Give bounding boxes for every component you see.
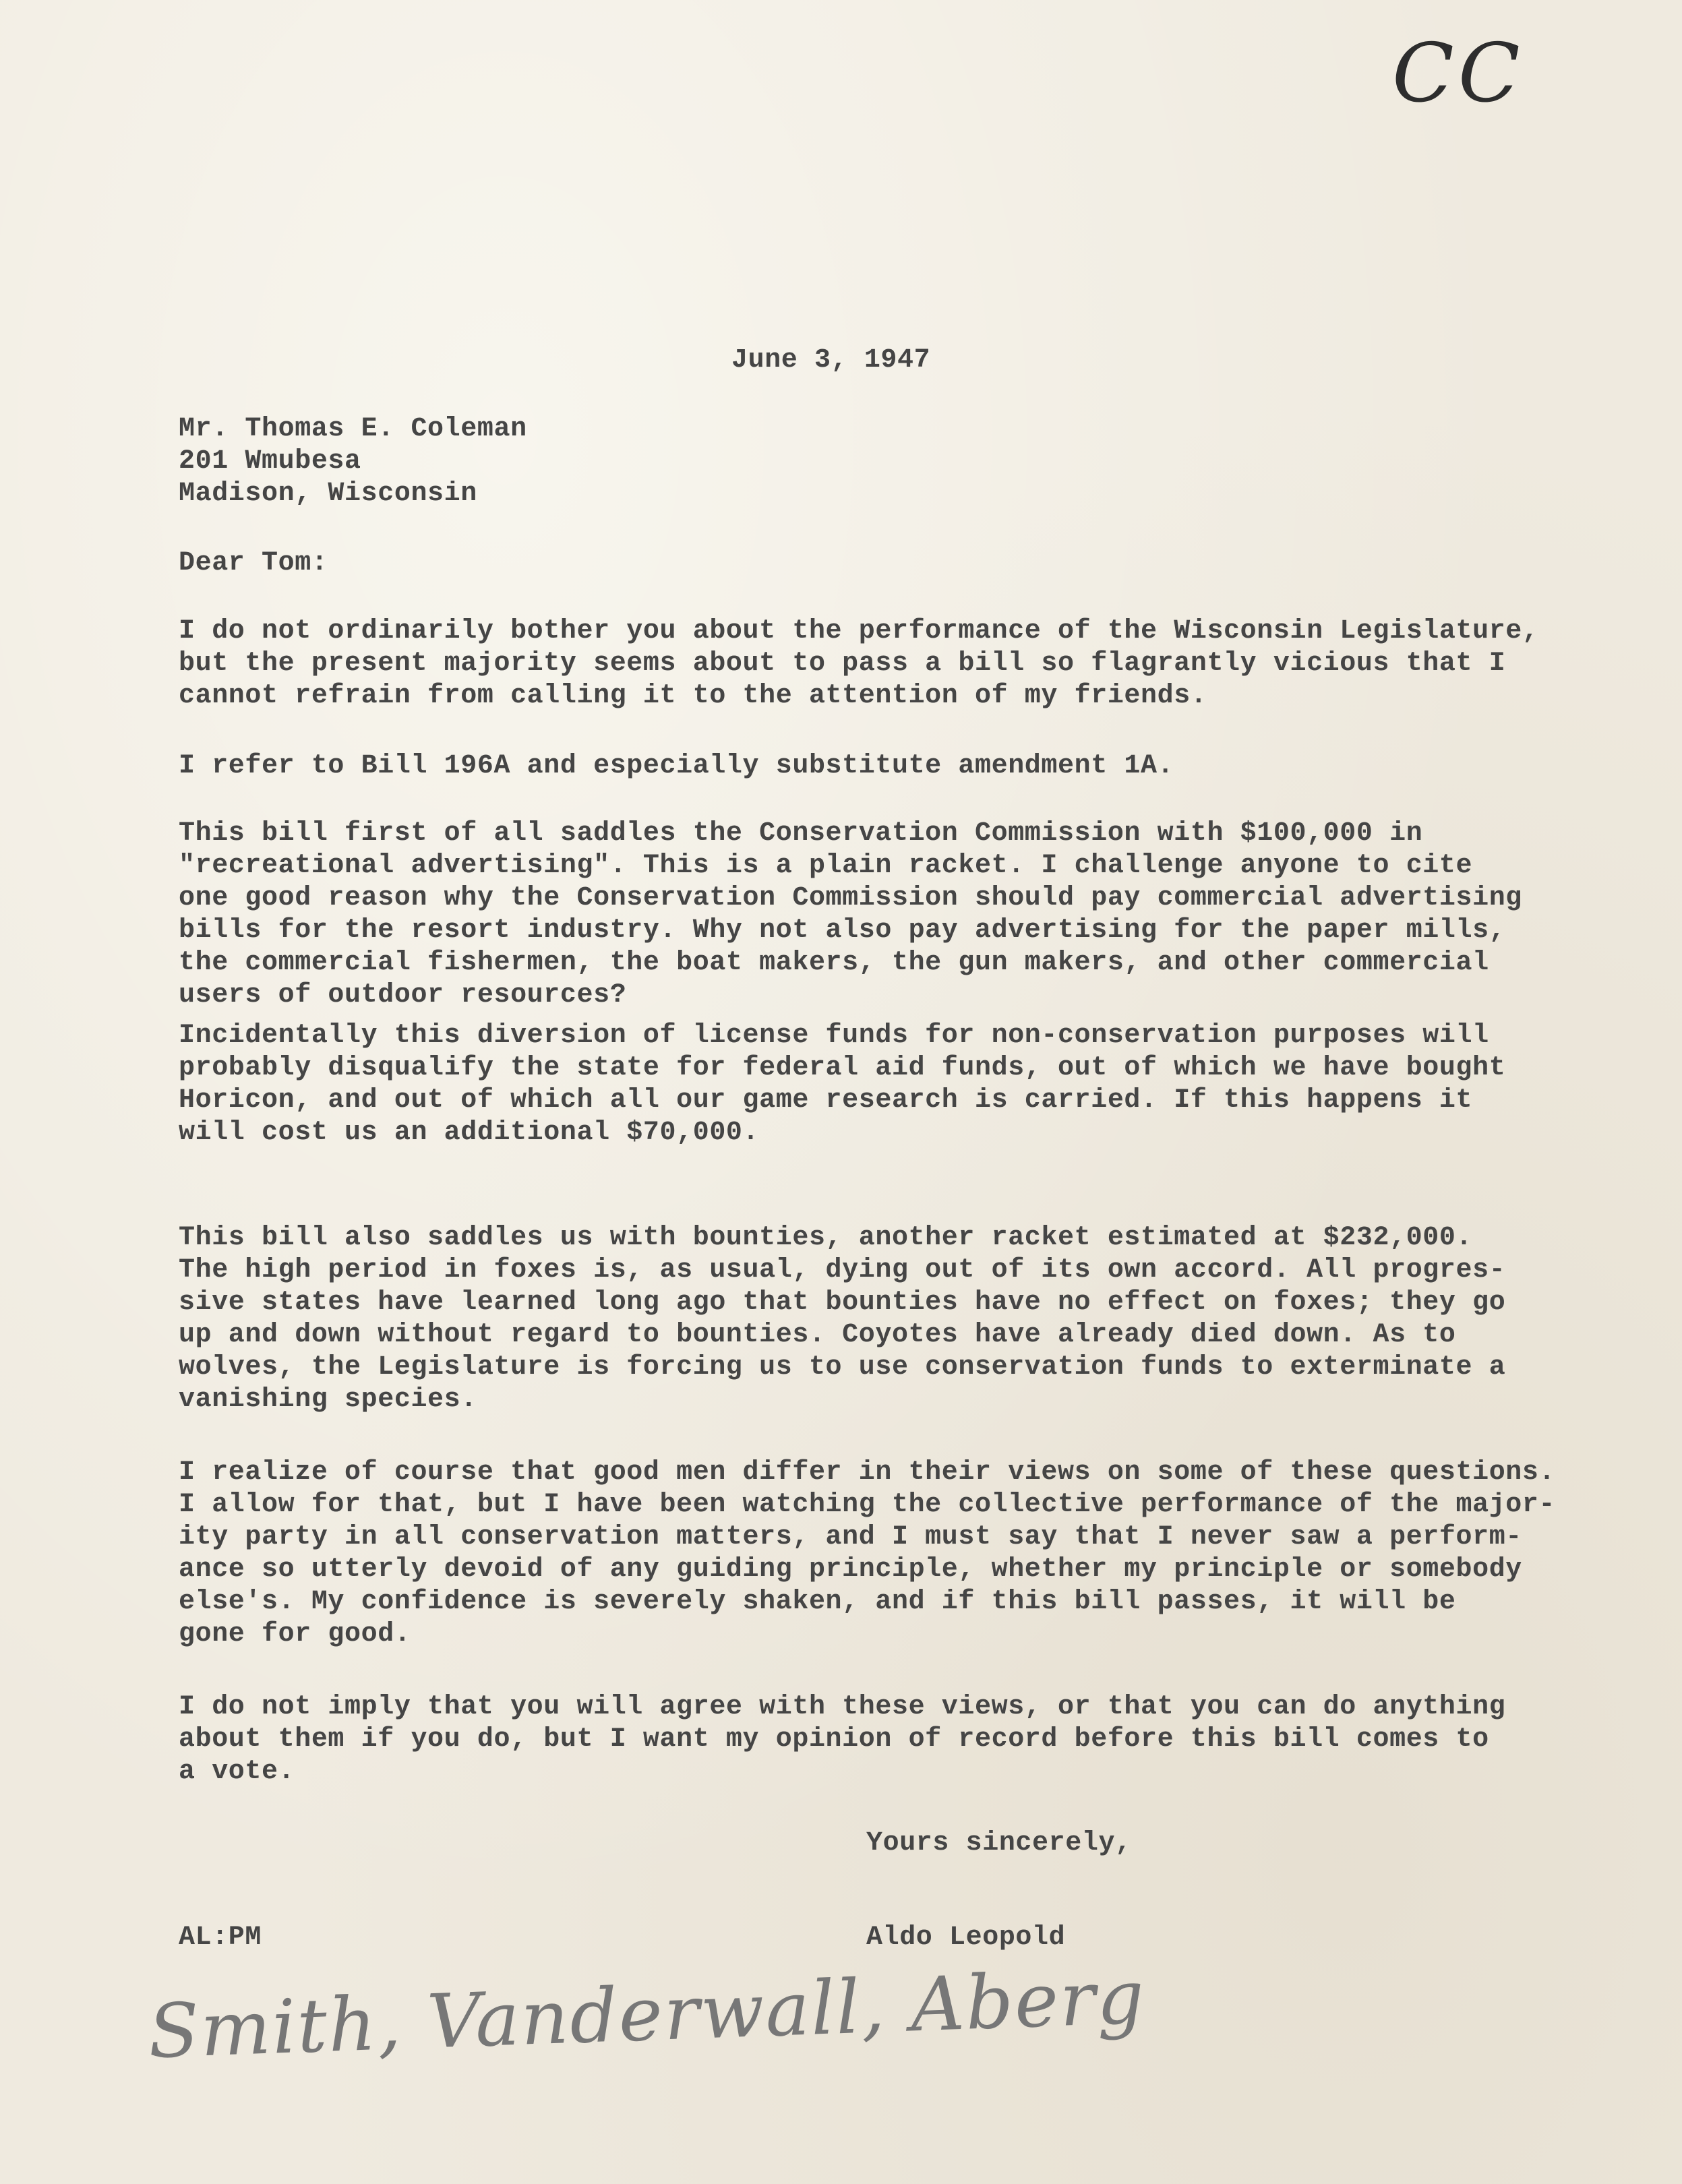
paragraph-1 — [179, 615, 1539, 712]
paragraph-line: vanishing species. — [179, 1385, 477, 1415]
paragraph-line: ity party in all conservation matters, and I must say that I never saw a perform- — [179, 1522, 1522, 1552]
paragraph-6 — [179, 1457, 1555, 1651]
paragraph-line: sive states have learned long ago that bounties have no effect on foxes; they go — [179, 1287, 1506, 1318]
paragraph-2 — [179, 750, 1174, 783]
paragraph-line: I do not ordinarily bother you about the performance of the Wisconsin Legislature, — [179, 616, 1539, 646]
paragraph-line: will cost us an additional $70,000. — [179, 1118, 760, 1148]
paragraph-line: Horicon, and out of which all our game research is carried. If this happens it — [179, 1085, 1473, 1116]
paragraph-line: up and down without regard to bounties. Coyotes have already died down. As to — [179, 1320, 1456, 1350]
paragraph-line: "recreational advertising". This is a plain racket. I challenge anyone to cite — [179, 851, 1473, 881]
paragraph-line: wolves, the Legislature is forcing us to use conservation funds to exterminate a — [179, 1352, 1506, 1383]
paragraph-line: one good reason why the Conservation Commission should pay commercial advertising — [179, 883, 1522, 913]
salutation: Dear Tom: — [179, 548, 328, 578]
paragraph-5 — [179, 1222, 1505, 1416]
recipient-city: Madison, Wisconsin — [179, 479, 477, 509]
paragraph-line: I refer to Bill 196A and especially substitute amendment 1A. — [179, 751, 1174, 781]
paragraph-line: Incidentally this diversion of license funds for non-conservation purposes will — [179, 1021, 1489, 1051]
signature-name: Aldo Leopold — [866, 1922, 1066, 1953]
paragraph-line: The high period in foxes is, as usual, dying out of its own accord. All progres- — [179, 1255, 1506, 1285]
paragraph-line: This bill also saddles us with bounties, another racket estimated at $232,000. — [179, 1223, 1473, 1253]
paragraph-line: users of outdoor resources? — [179, 980, 627, 1010]
typist-initials: AL:PM — [179, 1922, 262, 1953]
paragraph-line: but the present majority seems about to pass a bill so flagrantly vicious that I — [179, 648, 1506, 679]
recipient-name: Mr. Thomas E. Coleman — [179, 414, 527, 444]
recipient-street: 201 Wmubesa — [179, 446, 361, 477]
paragraph-7 — [179, 1691, 1505, 1788]
paragraph-line: about them if you do, but I want my opinion of record before this bill comes to — [179, 1724, 1489, 1755]
paragraph-line: I allow for that, but I have been watching the collective performance of the major- — [179, 1490, 1556, 1520]
paragraph-line: probably disqualify the state for federal aid funds, out of which we have bought — [179, 1053, 1506, 1083]
paragraph-4 — [179, 1020, 1505, 1149]
paragraph-line: a vote. — [179, 1757, 295, 1787]
letter-date: June 3, 1947 — [731, 345, 931, 375]
paragraph-line: I realize of course that good men differ in their views on some of these questions. — [179, 1457, 1556, 1488]
recipient-address — [179, 413, 527, 510]
distribution-handwritten-note: Smith, Vanderwall, Aberg — [146, 1953, 1147, 2075]
paragraph-line: else's. My confidence is severely shaken, and if this bill passes, it will be — [179, 1587, 1456, 1617]
paragraph-line: This bill first of all saddles the Conservation Commission with $100,000 in — [179, 818, 1423, 849]
cc-handwritten-note: CC — [1392, 27, 1524, 121]
paragraph-line: I do not imply that you will agree with these views, or that you can do anything — [179, 1692, 1506, 1722]
paragraph-line: cannot refrain from calling it to the attention of my friends. — [179, 681, 1207, 711]
paragraph-line: gone for good. — [179, 1619, 411, 1649]
paragraph-3 — [179, 818, 1522, 1012]
closing: Yours sincerely, — [866, 1828, 1132, 1858]
paragraph-line: ance so utterly devoid of any guiding principle, whether my principle or somebody — [179, 1554, 1522, 1585]
paragraph-line: the commercial fishermen, the boat makers, the gun makers, and other commercial — [179, 948, 1489, 978]
paragraph-line: bills for the resort industry. Why not also pay advertising for the paper mills, — [179, 915, 1506, 946]
